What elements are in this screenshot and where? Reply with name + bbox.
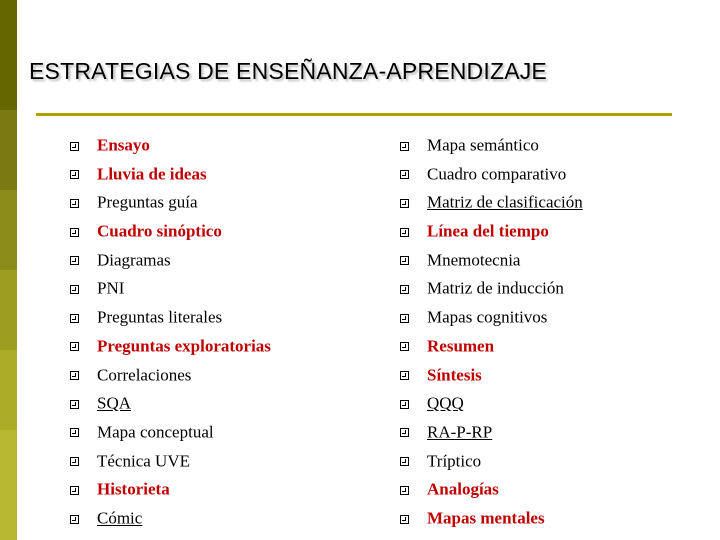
- checkbox-bullet-icon: [70, 428, 79, 437]
- checkbox-bullet-icon: [400, 142, 409, 151]
- list-item-label: Matriz de clasificación: [427, 193, 583, 213]
- list-item-label: Preguntas guía: [97, 193, 198, 213]
- list-item-label: Tríptico: [427, 451, 482, 471]
- checkbox-bullet-icon: [70, 457, 79, 466]
- checkbox-bullet-icon: [70, 142, 79, 151]
- list-item-label: Historieta: [97, 479, 170, 499]
- checkbox-bullet-icon: [70, 314, 79, 323]
- list-item: [70, 332, 271, 361]
- list-item: [70, 131, 271, 160]
- list-item: [70, 246, 271, 275]
- checkbox-bullet-icon: [400, 515, 409, 524]
- list-item-label: PNI: [97, 279, 125, 299]
- list-item-label: Mnemotecnia: [427, 250, 521, 270]
- list-item: [70, 217, 271, 246]
- list-item-label: SQA: [97, 393, 132, 413]
- list-item: [70, 475, 271, 504]
- list-item: [70, 418, 271, 447]
- side-accent-segment: [0, 430, 17, 540]
- list-item-label: Diagramas: [97, 250, 171, 270]
- checkbox-bullet-icon: [70, 342, 79, 351]
- list-item-label: Preguntas literales: [97, 307, 223, 327]
- left-strategy-list: [70, 131, 271, 533]
- side-accent-segment: [0, 110, 17, 190]
- checkbox-bullet-icon: [400, 170, 409, 179]
- list-item: [400, 274, 583, 303]
- list-item-label: Lluvia de ideas: [97, 164, 207, 184]
- checkbox-bullet-icon: [70, 371, 79, 380]
- list-item: [400, 217, 583, 246]
- checkbox-bullet-icon: [70, 515, 79, 524]
- right-strategy-list: [400, 131, 583, 533]
- checkbox-bullet-icon: [400, 256, 409, 265]
- list-item-label: Técnica UVE: [97, 451, 190, 471]
- list-item-label: Mapa semántico: [427, 135, 539, 155]
- list-item: [400, 160, 583, 189]
- list-item-label: Matriz de inducción: [427, 279, 564, 299]
- list-item: [70, 447, 271, 476]
- list-item: [70, 274, 271, 303]
- list-item-label: Mapa conceptual: [97, 422, 214, 442]
- list-item: [70, 504, 271, 533]
- checkbox-bullet-icon: [70, 199, 79, 208]
- checkbox-bullet-icon: [400, 400, 409, 409]
- list-item: [400, 389, 583, 418]
- list-item: [70, 160, 271, 189]
- checkbox-bullet-icon: [400, 428, 409, 437]
- list-item-label: Síntesis: [427, 365, 482, 385]
- title-underline-rule: [36, 113, 672, 116]
- list-item: [70, 303, 271, 332]
- list-item: [70, 361, 271, 390]
- side-accent-bar: [0, 0, 17, 540]
- checkbox-bullet-icon: [400, 285, 409, 294]
- checkbox-bullet-icon: [400, 457, 409, 466]
- list-item-label: Analogías: [427, 479, 499, 499]
- list-item: [70, 389, 271, 418]
- list-item: [70, 188, 271, 217]
- side-accent-segment: [0, 350, 17, 430]
- list-item-label: Línea del tiempo: [427, 221, 549, 241]
- checkbox-bullet-icon: [400, 342, 409, 351]
- checkbox-bullet-icon: [70, 486, 79, 495]
- list-item: [400, 418, 583, 447]
- list-item-label: Mapas cognitivos: [427, 307, 548, 327]
- list-item: [400, 447, 583, 476]
- list-item-label: Cuadro sinóptico: [97, 221, 222, 241]
- checkbox-bullet-icon: [400, 314, 409, 323]
- list-item-label: Preguntas exploratorias: [97, 336, 271, 356]
- checkbox-bullet-icon: [70, 170, 79, 179]
- checkbox-bullet-icon: [70, 400, 79, 409]
- list-item: [400, 131, 583, 160]
- list-item-label: Cómic: [97, 508, 143, 528]
- list-item-label: Correlaciones: [97, 365, 192, 385]
- checkbox-bullet-icon: [400, 486, 409, 495]
- checkbox-bullet-icon: [400, 228, 409, 237]
- side-accent-segment: [0, 190, 17, 270]
- list-item: [400, 303, 583, 332]
- checkbox-bullet-icon: [400, 199, 409, 208]
- list-item: [400, 332, 583, 361]
- list-item: [400, 246, 583, 275]
- checkbox-bullet-icon: [400, 371, 409, 380]
- list-item: [400, 504, 583, 533]
- list-item-label: QQQ: [427, 393, 464, 413]
- list-item: [400, 475, 583, 504]
- list-item-label: Mapas mentales: [427, 508, 545, 528]
- checkbox-bullet-icon: [70, 256, 79, 265]
- list-item: [400, 188, 583, 217]
- list-item-label: Ensayo: [97, 135, 150, 155]
- checkbox-bullet-icon: [70, 228, 79, 237]
- list-item-label: Resumen: [427, 336, 495, 356]
- side-accent-segment: [0, 270, 17, 350]
- list-item-label: Cuadro comparativo: [427, 164, 567, 184]
- checkbox-bullet-icon: [70, 285, 79, 294]
- slide-title: ESTRATEGIAS DE ENSEÑANZA-APRENDIZAJE: [29, 58, 547, 84]
- list-item: [400, 361, 583, 390]
- side-accent-segment: [0, 0, 17, 110]
- list-item-label: RA-P-RP: [427, 422, 493, 442]
